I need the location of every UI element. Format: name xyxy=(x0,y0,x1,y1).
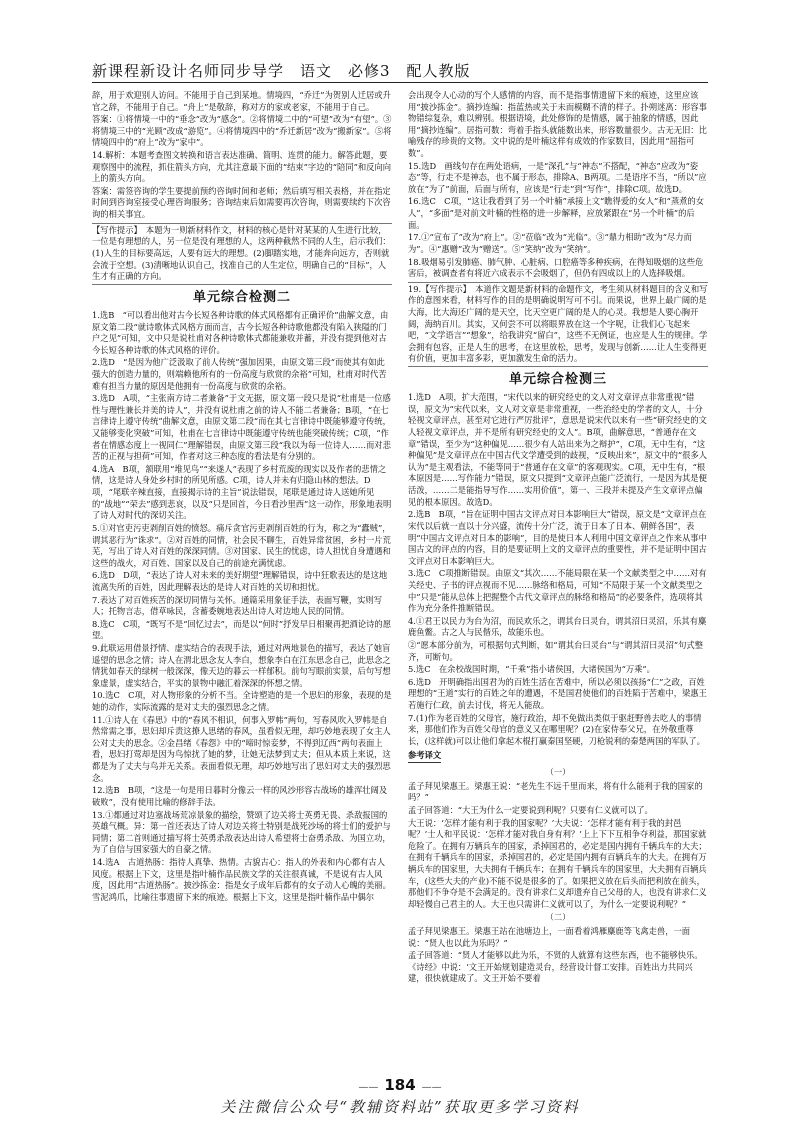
list-item: 13.①都通过对边塞战场荒凉景象的描绘，赞颂了边关将士英勇无畏、杀敌报国的英雄气概。异：第一首还表达了诗人对边关将士特别是战死沙场的将士们的爱护与同情；第二首则通过描写将士英勇杀敌表达出诗人希望将士奋勇杀敌、为国立功，为了自信与国家强大的自豪之情。 xyxy=(92,809,391,855)
list-item: 6.选D 开明确指出国君为的百姓生活在苦难中，所以必须以孩扬“仁”之政，百姓理想的“王道”实行的百姓之年的遭遇，不是国君使他们的百姓陷于苦难中，梁惠王若施行仁政，前去讨伐，将无人能敌。 xyxy=(408,676,707,711)
item-text: 会出现令人心动的写个人感情的内容，而不是指事情遗留下来的痕迹，这里应该用“披沙拣金”。摘抄连编：指蓝热或关于未而模糊不清的样子。扑朔迷离：形容事物错综复杂，难以辨别。根据语境，此处修饰的是情感，属于抽象的情感，因此用“摘抄连编”。居指可数：弯着手指头就能数出来，形容数量很少。古无无旧：比喻残存的珍贵的文物。文中说的是叶楠这样有成效的作家数目，因此用“屈指可数”。 xyxy=(408,90,707,159)
right-column xyxy=(408,90,708,986)
item-text: 辞，用于欢迎别人访问。不能用于自己到某地。情境四，“乔迁”为贺别人迁居或升官之辞，不能用于自己。“舟上”是敬辞，称对方的家或老家，不能用于自己。 xyxy=(92,90,391,112)
translation-paragraph: 大王说：‘怎样才能有利于我的国家呢？’大夫说：‘怎样才能有利于我的封邑呢？’士人和平民说：‘怎样才能对我自身有利？’上上下下互相争夺利益，那国家就危险了。在拥有万辆兵车的国家，杀掉国君的，必定是国内拥有千辆兵车的大夫；在拥有千辆兵车的国家，杀掉国君的，必定是国内拥有百辆兵车的大夫。在拥有万辆兵车的国家里，大夫拥有千辆兵车；在拥有千辆兵车的国家里，大夫拥有百辆兵车，(这些大夫的产业)不能不说是很多的了。如果把义放在后头而把利放在前头，那他们不争夺是不会满足的。没有讲求仁义却遗弃自己父母的人，也没有讲求仁义却轻慢自己君主的人。大王也只需讲仁义就可以了，为什么一定要说利呢？” xyxy=(408,817,707,909)
list-item: 3.选C C项推断错误。由原文“其次……不能局限在某一个文献类型之中……对有关经史、子书的评点视而不见……脉络和格局，可知“不局限于某一个文献类型之中”只是“能从总体上把握整个古代文章评点的脉络和格局”的必要条件，选项将其作为充分条件推断错误。 xyxy=(408,568,707,614)
footer-note: 关注微信公众号“教辅资料站”获取更多学习资料 xyxy=(220,1098,580,1116)
list-item: 7.(1)作为老百姓的父母官，施行政治，却不免做出类似于驱赶野兽去吃人的事情来，那他们作为百姓父母官的意义又在哪里呢？(2)在家侍奉父兄，在外敬重尊长，(这样就)可以让他们拿起木棍打赢秦国坚硬，刀枪锐利的秦楚两国的军队了。 xyxy=(408,712,705,746)
list-item: 11.①诗人在《春思》中的“春风不相识，何事入罗帏”两句，写春风吹入罗帏是自然常需之事，思妇却斥责这撩人思绪的春风，虽看似无理，却巧妙地表现了女主人公对丈夫的思念。②金昌绪《春怨》中的“啼时惊妾梦，不得到辽西”两句表面上看，思妇打莺却是因为鸟惊扰了她的梦，让她无法梦到丈夫；但从本质上来说，这都是为了丈夫与鸟并无关系。表面看似无理，却巧妙地写出了思妇对丈夫的强烈思念。 xyxy=(92,714,391,783)
header-rule xyxy=(92,82,708,83)
translation-paragraph: 孟子回答道：“贤人才能够以此为乐，不贤的人就算有这些东西，也不能够快乐。《诗经》中说：‘文王开始规划建造灵台，经营设计督工安排。百姓出力共同兴建，很快就建成了。文王开始不要着 xyxy=(408,950,703,984)
item-text: 14.解析：本题考查图文转换和语言表达准确、简明、连贯的能力。解答此题，要观察图中的流程，抓住箭头方向，尤其注意最下面的“结束”字边的“陪同”和反向向上的箭头方向。 xyxy=(92,150,392,184)
section-title-3: 单元综合检测三 xyxy=(508,372,607,388)
answer-text: 答案：需签咨询的学生要提前预约咨询时间和老师；然后填写相关表格，并在指定时间到咨询室接受心理咨询服务；咨询结束后如需要再次咨询，则需要续约下次咨询的相关事宜。 xyxy=(92,185,391,220)
list-item: 1.选B “可以看出他对古今长短各种诗歌的体式风格都有正确评价”曲解文意，由原文第二段“就诗歌体式风格方面而言，古今长短各种诗歌他都没有陷入狭隘的门户之见”可知，文中只是说杜甫对各种诗歌体式都能兼收并蓄，并没有提到他对古今长短各种诗歌的体式风格的评价。 xyxy=(92,309,389,355)
item-block xyxy=(408,90,708,367)
translation-paragraph: 孟子拜见梁惠王。梁惠王说：“老先生不远千里而来，将有什么能利于我的国家的吗？” xyxy=(408,780,703,803)
list-item: 5.①对官吏污吏剥削百姓的愤怒。痛斥贪官污吏剥削百姓的行为，称之为“蠹贼”，谓其恶行为“诛求”。②对百姓的同情，社会民不聊生，百姓异常贫困，乡村一片荒芜，写出了诗人对百姓的深深同情。③对国家、民生的忧虑，诗人担忧自身遭遇和这些的战火，对百姓、国家以及自己的前途充满忧虑。 xyxy=(92,522,391,568)
part-label-1: （一） xyxy=(545,767,571,778)
translation-paragraph: 孟子回答道：“大王为什么一定要说到利呢？只要有仁义就可以了。 xyxy=(408,804,653,815)
part-label-2: （二） xyxy=(545,912,571,923)
section-2-items xyxy=(92,310,392,903)
list-item: 1.选D A项，扩大范围，“宋代以来的研究经史的文人对文章评点非常重视”错误，原文为“宋代以来，文人对文章是非常重视，一些治经史的学者的文人，十分轻视文章评点，甚至对它进行严厉批评”，意思是说宋代以来有一些“研究经史的文人轻视文章评点，并不是所有研究经史的文人”。B项，曲解意思，“普通存在文章”错误，至少为“这种偏见……很少有人站出来为之辩护”，C项，无中生有，“这种偏见”是文章评点在中国古代文学遭受到的歧视，“反映出来”，原文中的“很多人认为”是主观看法，不能等同于“普通存在文章”的客观现实。C项，无中生有，“根本原因是……写作能力”错误，原文只提到“文章评点能广泛流行，一是因为其是便活泼，……二是能指导写作……实用价值”，第一、三段并未提及产生文章评点偏见的根本原因。故选D。 xyxy=(408,392,708,507)
writing-tip: 19.【写作提示】 本道作文题是新材料的命题作文，考生须从材料题目的含义和写作的意图来看，材料写作的目的是明确说明写可不引。而果说，世界上最广阔的是大海，比大海还广阔的是天空，比天空更广阔的是人的心灵。我想是人要心胸开阔，海纳百川。其实，又何尝不可以将眼界放在这一个字呢，让我们心飞起来吧，“文学语言”“想象”，给我讲究“留白”，这些不无例证，也应是人生的规律。学会拥有包容，正是人生的思考，在这里放松，思考，发现与创新……让人生变得更有价值，更加丰富多彩，更加激发生命的活力。 xyxy=(408,282,708,367)
section-3-items xyxy=(408,392,708,747)
list-item: ②“愿本部分前为，可根据句式判断，如“谓其台曰灵台”与“谓其沼曰灵沼”句式整齐，可断句。 xyxy=(408,640,704,662)
translation-title: 参考译文 xyxy=(408,750,441,763)
list-item: 4.选A B项，颔联用“堆见鸟”“来遂人”表现了乡村荒废的现实以及作者的悲情之情，这是诗人身处乡村时的所见所感。C项，诗人并未有归隐山林的想法。D项，“尾联辛辣直接，直接揭示诗的主旨”说法错误，尾联是通过诗人送她所见的“战地”“荣去”感到悲哀，以及“只是回首，今日看沙里西”这一动作，形象地表明了诗人对时代的深切关注。 xyxy=(92,463,392,521)
list-item: 9.此联运用借景抒情、虚实结合的表现手法，通过对两地景色的描写，表达了她盲遥望的思念之情；诗人在渭北思念友人李白，想象李白在江东思念自己，此思念之情犹如春天的绿树一般深深，像天边的暮云一样郁积。前句写眼前实景，后句写想象虚景，虚实结合，平实的景物中融汇着深深的怀想之情。 xyxy=(92,643,391,688)
list-item: 8.选C C项，“既写不是“回忆过去”，而是以“何时”抒发早日相聚再把酒论诗的愿望。 xyxy=(92,618,392,641)
list-item: 14.选A 古道热肠：指待人真挚、热情。古貌古心：指人的外表和内心都有古人风度。根据上下文，这里是指叶楠作品民族文学的关注很真诚，不是说有古人风度，因此用“古道热肠”。披沙拣金：指是女子成年后都有的女子动人心魄的美丽。雪泥鸿爪，比喻往事遗留下来的痕迹。根据上下文，这里是指叶楠作品中偶尔 xyxy=(92,856,391,902)
translation-paragraph: 孟子拜见梁惠王。梁惠王站在池塘边上，一面看着鸿雁麋鹿等飞禽走兽，一面说：“贤人也以此为乐吗？” xyxy=(408,926,691,948)
list-item: 15.选D 画线句存在两处语病，一是“深孔”与“神态”不搭配，“神态”应改为“姿态”等，行走不是神态，也不属于形态，排除A、B两项。二是语序不当，“所以”应放在“为了”前面，后面与所有，应该是“行走”到“写作”，排除C项。故选D。 xyxy=(408,160,707,194)
list-item: 10.选C C项，对人物形象的分析不当。全诗塑造的是一个思妇的形象，表现的是她的动作，实际流露的是对丈夫的强烈思念之情。 xyxy=(92,690,392,713)
list-item: 17.①“宣布了”改为“府上”。②“莅临”改为“光临”。③“鼎力相助”改为“尽力而为”。④“惠赠”改为“赠送”。⑤“笑纳”改为“笑纳”。 xyxy=(408,232,692,254)
list-item: 6.选D D项，“表达了诗人对未来的美好期望”理解错误，诗中狂歌表达的是这地流离失所的百姓，因此理解表达的是诗人对百姓的关切和担忧。 xyxy=(92,570,388,592)
list-item: 4.①君王以民力为台为沼，而民欢乐之，谓其台曰灵台，谓其沼曰灵沼，乐其有麋鹿鱼鳖。古之人与民偕乐，故能乐也。 xyxy=(408,615,707,638)
list-item: 3.选D A项，“主张南方诗二者兼备”于文无据，原文第一段只是说“杜甫是一位感性与理性兼长并美的诗人”，并没有说杜甫之前的诗人不能二者兼备；B项，“在七言律诗上遵守传统”曲解文意，由原文第二段“而在其七言律诗中既能够遵守传统，又能够变化突破”可知，杜甫在七言律诗中既能遵守传统也能突破传统；C项，“作者在情感态度上一视同仁”理解错误，由原文第三段“我以为每一位诗人……而对悲苦的正视与担荷”可知，作者对这三种态度的看法是有分别的。 xyxy=(92,393,391,462)
list-item: 7.表达了对百姓疾苦的深切同情与关怀。通篇采用象征手法，表面写鞭，实则写人；托物言志，借草咏民，含蓄委婉地表达出诗人对边地人民的同情。 xyxy=(92,594,383,617)
list-item: 2.选B B项，“旨在证明中国古文评点对日本影响巨大”错误，原文是“文章评点在宋代以后就一直以十分兴盛，流传十分广泛，流于日本了日本、朝鲜各国”，表明“中国古文评点对日本的影响”，目的是使日本人利用中国文章评点之作来从事中国古文的评点的内容，目的是要证明上文的文章评点的重要性，并不是证明中国古文评点对日本影响巨大。 xyxy=(408,509,707,566)
list-item: 5.选C 在余校战国时期，“千乘”指小诸侯国，大诸侯国为“万乘”。 xyxy=(408,664,655,675)
list-item: 2.选D “是因为他广泛汲取了前人传统”强加因果，由原文第三段“而使其有如此强大的创造力量的，则端赖他所有的一份高度与欣赏的余裕”可知，杜甫对时代苦难有担当力量的原因是他拥有一份高度与欣赏的余裕。 xyxy=(92,357,387,391)
page-number: —— 184 —— xyxy=(340,1076,460,1094)
left-column xyxy=(92,90,392,904)
answer-text: 答案：①将情境一中的“垂念”改为“感念”。②将情境二中的“可望”改为“有望”。③将情境三中的“光顾”改成“游览”。④将情境四中的“乔迁新居”改为“搬新家”。⑤将情境四中的“府上”改为“家中”。 xyxy=(92,114,392,148)
list-item: 18.吸烟易引发肺癌、肺气肿、心脏病、口腔癌等多种疾病，在得知吸烟的这些危害后，被调查者有将近六成表示不会吸烟了，但仍有四成以上的人选择吸烟。 xyxy=(408,256,704,279)
writing-tip: 【写作提示】 本题为一则新材料作文，材料的核心是针对某某的人生进行比较，一位是有理想的人，另一位是没有理想的人，这两种截然不同的人生，启示我们：(1)人生的目标要高远，人要有远大的理想。(2)脚踏实地，才能奔向远方，否则就会流于空想。(3)清晰地认识自己，找准自己的人生定位，明确自己的“目标”，人生才有正确的方向。 xyxy=(92,223,392,285)
item-block xyxy=(92,90,392,285)
list-item: 12.选B B项，“这是一句是用日暮时分像云一样的风沙形容古战场的雄浑壮阔及破败”，没有使用比喻的修辞手法。 xyxy=(92,785,388,807)
list-item: 16.选C C项，“这让我看到了另一个叶楠”承接上文“瞧得爱的女人”和“蒸煮的女人”，“多面”是对前文叶楠的性格的进一步解释，应放紧跟在“另一个叶楠”的后面。 xyxy=(408,196,705,230)
section-title-2: 单元综合检测二 xyxy=(192,289,291,305)
page-header: 新课程新设计名师同步导学 语文 必修3 配人教版 xyxy=(92,62,471,80)
